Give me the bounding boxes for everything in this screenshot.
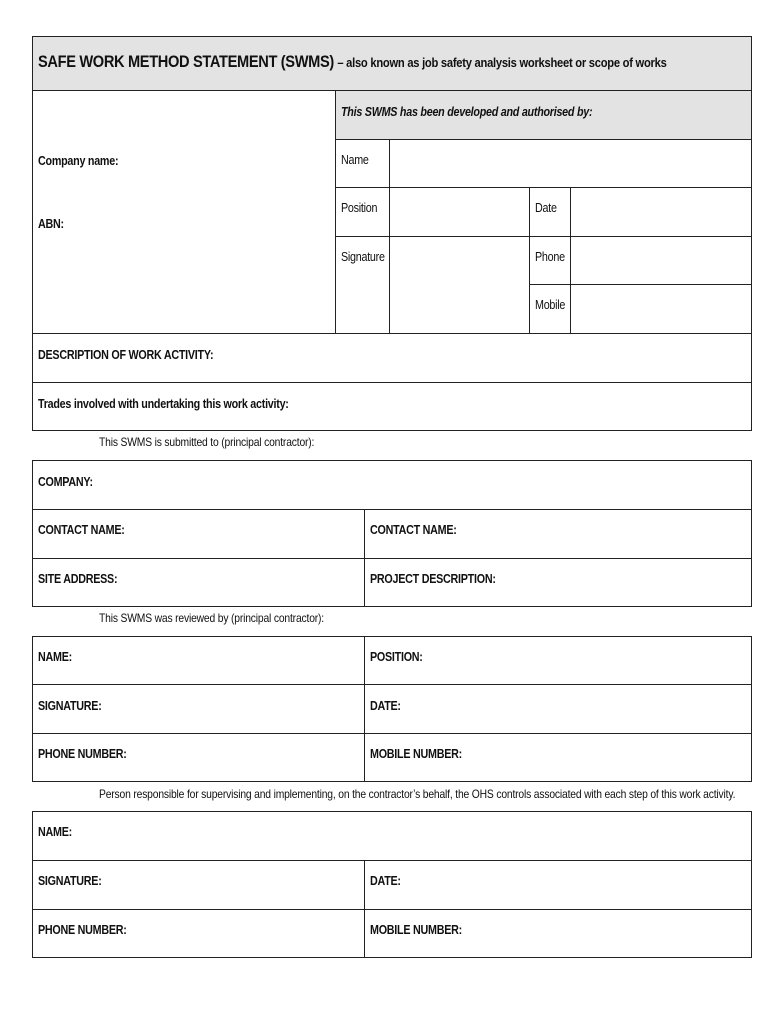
title-sub: – also known as job safety analysis worksheet or scope of works — [337, 55, 667, 70]
reviewed-position-label: POSITION: — [370, 650, 423, 664]
company-field[interactable] — [100, 461, 750, 508]
reviewed-mobile-field[interactable] — [465, 734, 750, 781]
company-name-label: Company name: — [38, 154, 119, 168]
authorisation-heading: This SWMS has been developed and authorised by: — [341, 105, 593, 119]
responsible-name-label: NAME: — [38, 825, 72, 839]
phone-field[interactable] — [571, 237, 751, 284]
phone-label: Phone — [535, 250, 565, 264]
trades-label: Trades involved with undertaking this work activity: — [38, 397, 289, 411]
reviewed-name-field[interactable] — [80, 637, 363, 683]
responsible-signature-label: SIGNATURE: — [38, 874, 102, 888]
responsible-date-field[interactable] — [410, 861, 750, 908]
title-main: SAFE WORK METHOD STATEMENT (SWMS) — [38, 52, 334, 71]
reviewed-mobile-label: MOBILE NUMBER: — [370, 747, 462, 761]
position-label: Position — [341, 201, 378, 215]
reviewed-date-label: DATE: — [370, 699, 401, 713]
contact-name-left-label: CONTACT NAME: — [38, 523, 125, 537]
signature-field[interactable] — [390, 237, 529, 333]
site-address-label: SITE ADDRESS: — [38, 572, 118, 586]
company-label: COMPANY: — [38, 475, 93, 489]
responsible-mobile-label: MOBILE NUMBER: — [370, 923, 462, 937]
project-description-label: PROJECT DESCRIPTION: — [370, 572, 496, 586]
reviewed-phone-field[interactable] — [130, 734, 363, 781]
reviewed-phone-label: PHONE NUMBER: — [38, 747, 127, 761]
description-label: DESCRIPTION OF WORK ACTIVITY: — [38, 348, 214, 362]
responsible-phone-label: PHONE NUMBER: — [38, 923, 127, 937]
signature-label: Signature — [341, 250, 385, 264]
responsible-phone-field[interactable] — [130, 910, 363, 957]
responsible-name-field[interactable] — [80, 812, 750, 859]
reviewed-position-field[interactable] — [430, 637, 750, 683]
reviewed-date-field[interactable] — [410, 685, 750, 732]
description-field[interactable] — [220, 334, 750, 381]
company-name-field[interactable] — [140, 145, 330, 175]
contact-name-right-label: CONTACT NAME: — [370, 523, 457, 537]
abn-field[interactable] — [80, 208, 330, 238]
name-field[interactable] — [390, 140, 751, 187]
date-label: Date — [535, 201, 557, 215]
responsible-mobile-field[interactable] — [465, 910, 750, 957]
responsible-date-label: DATE: — [370, 874, 401, 888]
reviewed-note: This SWMS was reviewed by (principal contractor): — [99, 611, 324, 625]
responsible-signature-field[interactable] — [110, 861, 363, 908]
position-field[interactable] — [390, 188, 529, 236]
contact-name-left-field[interactable] — [130, 510, 363, 557]
reviewed-name-label: NAME: — [38, 650, 72, 664]
mobile-field[interactable] — [571, 285, 751, 333]
submitted-note: This SWMS is submitted to (principal contractor): — [99, 435, 315, 449]
site-address-field[interactable] — [120, 559, 363, 606]
reviewed-signature-label: SIGNATURE: — [38, 699, 102, 713]
name-label: Name — [341, 153, 369, 167]
date-field[interactable] — [571, 188, 751, 236]
page-title — [38, 52, 667, 72]
mobile-label: Mobile — [535, 298, 566, 312]
project-description-field[interactable] — [495, 559, 750, 606]
contact-name-right-field[interactable] — [460, 510, 750, 557]
trades-field[interactable] — [270, 383, 750, 430]
abn-label: ABN: — [38, 217, 64, 231]
reviewed-signature-field[interactable] — [110, 685, 363, 732]
responsible-note: Person responsible for supervising and implementing, on the contractor’s behalf, the OHS controls associated with each step of this work activity. — [99, 787, 736, 801]
